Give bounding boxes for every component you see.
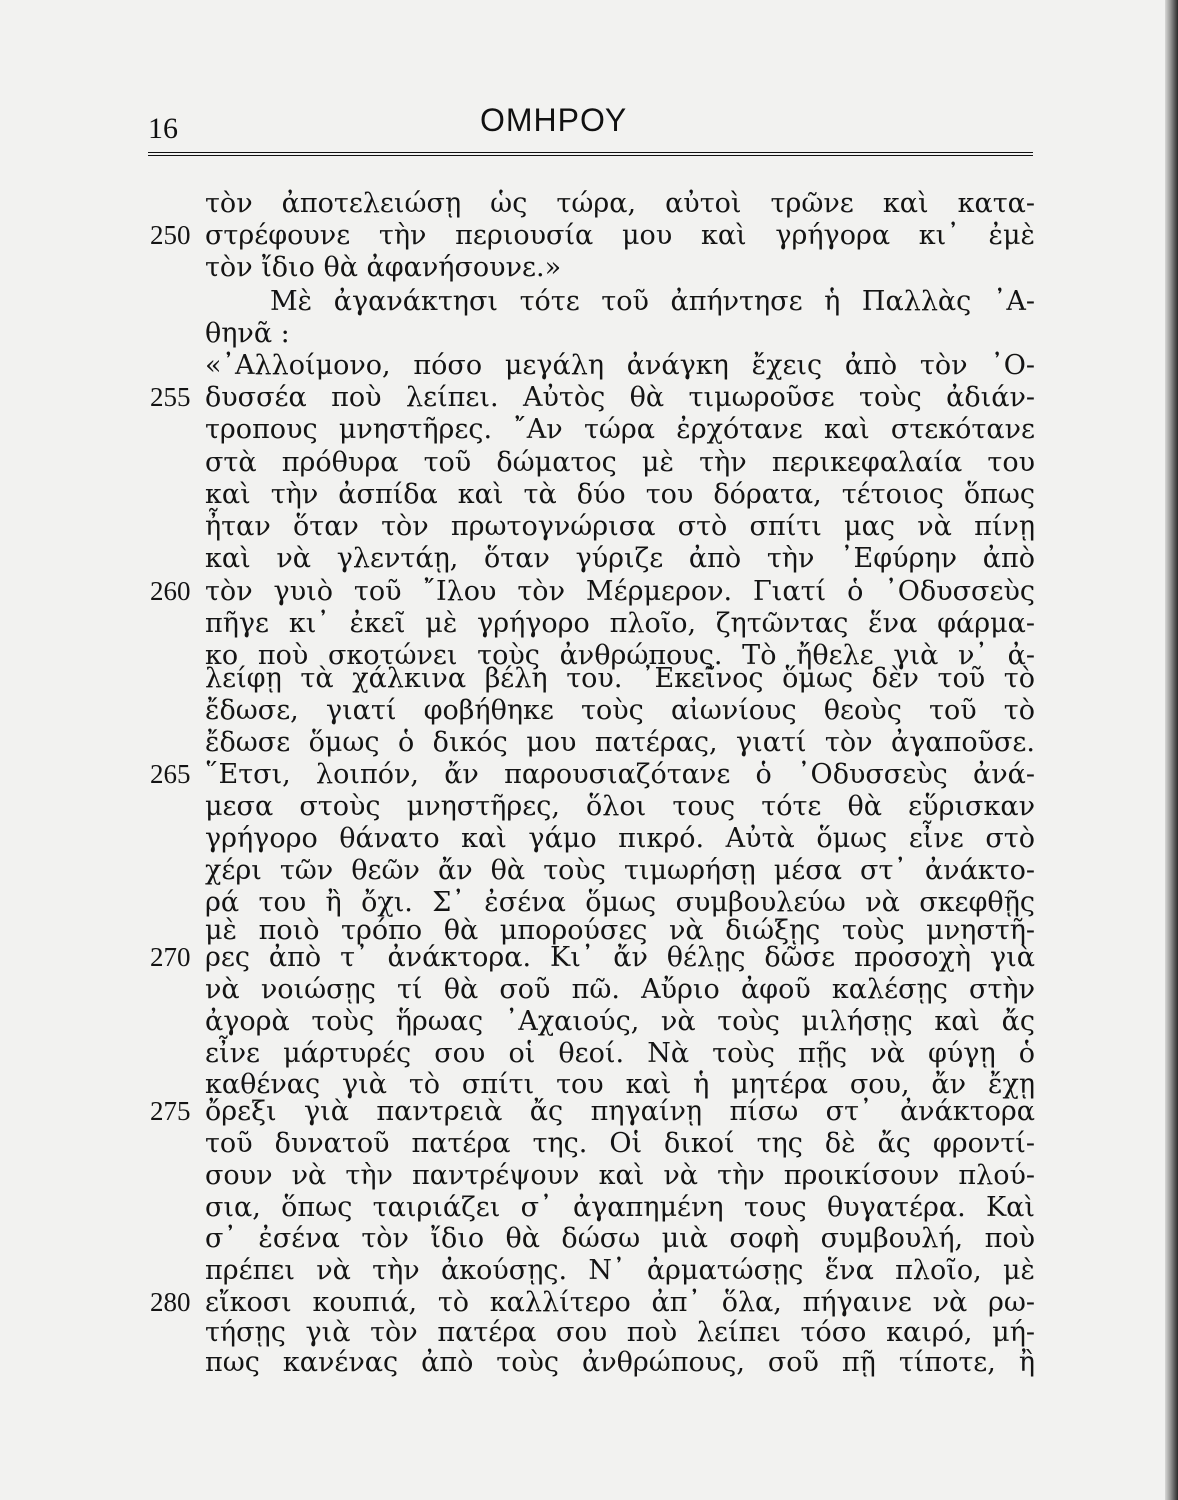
running-head-title: ΟΜΗΡΟΥ [480,102,628,138]
line-number: 255 [150,382,191,412]
text-line: σ᾿ ἐσένα τὸν ἴδιο θὰ δώσω μιὰ σοφὴ συμβουλή, ποὺ [205,1223,1035,1254]
text-line: κο ποὺ σκοτώνει τοὺς ἀνθρώπους. Τὸ ἤθελε γιὰ ν᾿ ἀ- [205,640,1035,671]
text-line: πως κανένας ἀπὸ τοὺς ἀνθρώπους, σοῦ πῇ τίποτε, ἢ [205,1347,1035,1378]
text-line: πῆγε κι᾿ ἐκεῖ μὲ γρήγορο πλοῖο, ζητῶντας ἕνα φάρμα- [205,608,1035,639]
text-line: ἔδωσε, γιατί φοβήθηκε τοὺς αἰωνίους θεοὺς τοῦ τὸ [205,695,1035,726]
text-line: ρες ἀπὸ τ᾿ ἀνάκτορα. Κι᾿ ἄν θέλῃς δῶσε προσοχὴ γιὰ [205,942,1035,973]
text-line: δυσσέα ποὺ λείπει. Αὐτὸς θὰ τιμωροῦσε τοὺς ἀδιάν- [205,382,1035,413]
line-number: 265 [150,759,191,789]
page-number: 16 [148,112,178,145]
text-line: λείφῃ τὰ χάλκινα βέλη του. ᾿Εκεῖνος ὅμως δὲν τοῦ τὸ [205,663,1035,694]
text-line: στρέφουνε τὴν περιουσία μου καὶ γρήγορα κι᾿ ἐμὲ [205,220,1035,251]
header-double-rule [148,152,1033,156]
text-line: χέρι τῶν θεῶν ἄν θὰ τοὺς τιμωρήσῃ μέσα στ᾿ ἀνάκτο- [205,855,1035,886]
text-line: μεσα στοὺς μνηστῆρες, ὅλοι τους τότε θὰ εὕρισκαν [205,791,1035,822]
text-line: ρά του ἢ ὄχι. Σ᾿ ἐσένα ὅμως συμβουλεύω νὰ σκεφθῇς [205,887,1035,918]
text-line: νὰ νοιώσῃς τί θὰ σοῦ πῶ. Αὔριο ἀφοῦ καλέσῃς στὴν [205,974,1035,1005]
text-line: σουν νὰ τὴν παντρέψουν καὶ νὰ τὴν προικίσουν πλού- [205,1160,1035,1191]
text-line: γρήγορο θάνατο καὶ γάμο πικρό. Αὐτὰ ὅμως εἶνε στὸ [205,823,1035,854]
text-line: ῞Ετσι, λοιπόν, ἄν παρουσιαζότανε ὁ ᾿Οδυσσεὺς ἀνά- [205,759,1035,790]
line-number: 270 [150,942,191,972]
text-line: τὸν ἀποτελειώσῃ ὡς τώρα, αὐτοὶ τρῶνε καὶ κατα- [205,188,1035,219]
text-line: καὶ νὰ γλεντάῃ, ὅταν γύριζε ἀπὸ τὴν ᾿Εφύρην ἀπὸ [205,543,1035,574]
text-line: τήσῃς γιὰ τὸν πατέρα σου ποὺ λείπει τόσο καιρό, μή- [205,1317,1035,1348]
text-line: τὸν ἴδιο θὰ ἀφανήσουνε.» [205,252,562,283]
text-line: πρέπει νὰ τὴν ἀκούσῃς. Ν᾿ ἀρματώσῃς ἕνα πλοῖο, μὲ [205,1255,1035,1286]
text-line: ἀγορὰ τοὺς ἥρωας ᾿Αχαιούς, νὰ τοὺς μιλήσῃς καὶ ἄς [205,1006,1035,1037]
text-line: θηνᾶ : [205,318,290,349]
text-line: τοῦ δυνατοῦ πατέρα της. Οἱ δικοί της δὲ ἄς φροντί- [205,1128,1035,1159]
line-number: 260 [150,576,191,606]
line-number: 275 [150,1096,191,1126]
text-line: τὸν γυιὸ τοῦ ῎Ιλου τὸν Μέρμερον. Γιατί ὁ ᾿Οδυσσεὺς [205,576,1035,607]
text-line: στὰ πρόθυρα τοῦ δώματος μὲ τὴν περικεφαλαία του [205,447,1035,478]
line-number: 250 [150,220,191,250]
page-edge-shadow [1165,0,1178,1500]
text-line: «᾿Αλλοίμονο, πόσο μεγάλη ἀνάγκη ἔχεις ἀπὸ τὸν ᾿Ο- [205,350,1035,381]
text-line: εἶνε μάρτυρές σου οἱ θεοί. Νὰ τοὺς πῇς νὰ φύγῃ ὁ [205,1038,1035,1069]
text-line: μὲ ποιὸ τρόπο θὰ μπορούσες νὰ διώξῃς τοὺς μνηστῆ- [205,915,1035,946]
line-number: 280 [150,1287,191,1317]
text-line: ἔδωσε ὅμως ὁ δικός μου πατέρας, γιατί τὸν ἀγαποῦσε. [205,727,1035,758]
text-line: ὄρεξι γιὰ παντρειὰ ἄς πηγαίνῃ πίσω στ᾿ ἀνάκτορα [205,1096,1035,1127]
text-line: εἴκοσι κουπιά, τὸ καλλίτερο ἀπ᾿ ὅλα, πήγαινε νὰ ρω- [205,1287,1035,1318]
text-line: Μὲ ἀγανάκτησι τότε τοῦ ἀπήντησε ἡ Παλλὰς ᾿Α- [270,286,1035,317]
text-line: καθένας γιὰ τὸ σπίτι του καὶ ἡ μητέρα σου, ἄν ἔχῃ [205,1069,1035,1100]
text-line: ἦταν ὅταν τὸν πρωτογνώρισα στὸ σπίτι μας νὰ πίνῃ [205,511,1035,542]
text-line: τροπους μνηστῆρες. ῎Αν τώρα ἐρχότανε καὶ στεκότανε [205,414,1035,445]
text-line: καὶ τὴν ἀσπίδα καὶ τὰ δύο του δόρατα, τέτοιος ὅπως [205,479,1035,510]
text-line: σια, ὅπως ταιριάζει σ᾿ ἀγαπημένη τους θυγατέρα. Καὶ [205,1192,1035,1223]
